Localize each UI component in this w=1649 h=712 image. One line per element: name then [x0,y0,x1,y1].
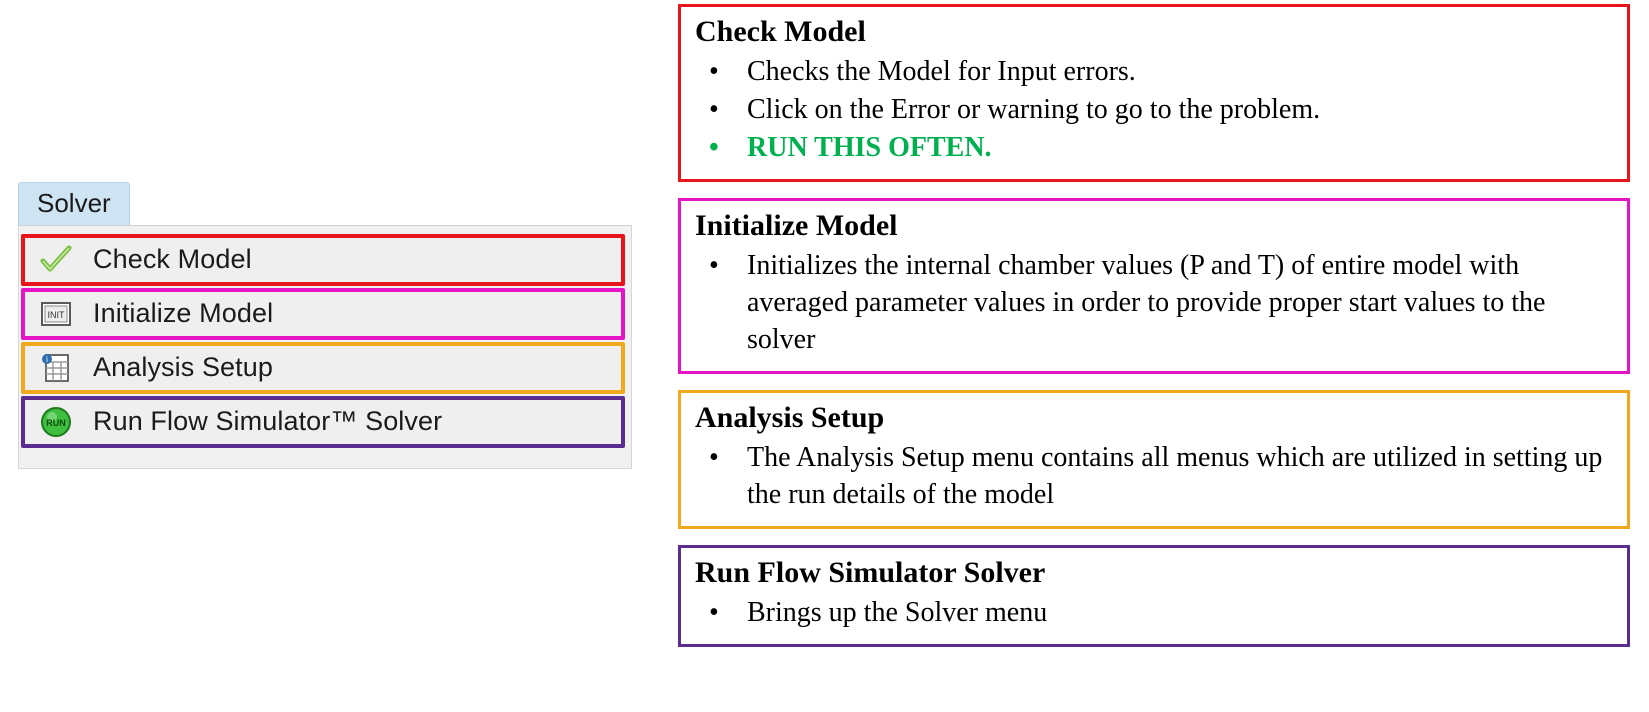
menu-item-label: Analysis Setup [93,352,273,383]
bullet-text: Initializes the internal chamber values (P and T) of entire model with averaged parameter values in order to provide proper start values to the solver [747,249,1546,356]
callout-analysis-setup [678,390,1630,529]
bullet-text: Click on the Error or warning to go to the problem. [747,93,1321,125]
tab-solver[interactable] [18,182,130,225]
menu-item-label: Run Flow Simulator™ Solver [93,406,443,437]
callout-bullet-list [695,439,1613,513]
tab-solver-label: Solver [37,188,111,218]
init-grid-icon [39,297,73,331]
green-check-icon [39,243,73,277]
callout-bullet-emphasis [695,129,1613,166]
callout-bullet [695,91,1613,128]
bullet-glyph: • [709,441,719,473]
bullet-text: RUN THIS OFTEN. [747,131,992,163]
run-green-ball-icon [39,405,73,439]
bullet-glyph: • [709,596,719,628]
menu-item-run-flow-simulator-solver[interactable] [21,396,625,448]
callout-bullet-list [695,53,1613,167]
callout-bullet-list [695,247,1613,359]
menu-item-initialize-model[interactable] [21,288,625,340]
menu-item-check-model[interactable] [21,234,625,286]
svg-text:RUN: RUN [46,417,66,428]
menu-item-label: Initialize Model [93,298,274,329]
callout-bullet [695,439,1613,513]
callout-bullet [695,247,1613,359]
menu-item-analysis-setup[interactable] [21,342,625,394]
bullet-text: Brings up the Solver menu [747,596,1048,628]
solver-menu-list [18,225,632,469]
bullet-text: The Analysis Setup menu contains all menus which are utilized in setting up the run details of the model [747,441,1603,511]
svg-text:i: i [46,354,48,364]
callout-bullet [695,53,1613,90]
bullet-text: Checks the Model for Input errors. [747,55,1136,87]
solver-menu-panel [18,182,632,469]
svg-text:INIT: INIT [47,309,65,320]
bullet-glyph: • [709,131,719,163]
callout-column [678,4,1630,663]
analysis-setup-icon [39,351,73,385]
bullet-glyph: • [709,93,719,125]
callout-initialize-model [678,198,1630,374]
callout-bullet [695,594,1613,631]
callout-check-model [678,4,1630,182]
bullet-glyph: • [709,249,719,281]
menu-item-label: Check Model [93,244,252,275]
callout-title: Run Flow Simulator Solver [695,556,1046,590]
callout-title: Initialize Model [695,209,898,243]
callout-title: Analysis Setup [695,401,885,435]
callout-title: Check Model [695,15,866,48]
bullet-glyph: • [709,55,719,87]
callout-bullet-list [695,594,1613,631]
callout-run-flow-simulator-solver [678,545,1630,647]
